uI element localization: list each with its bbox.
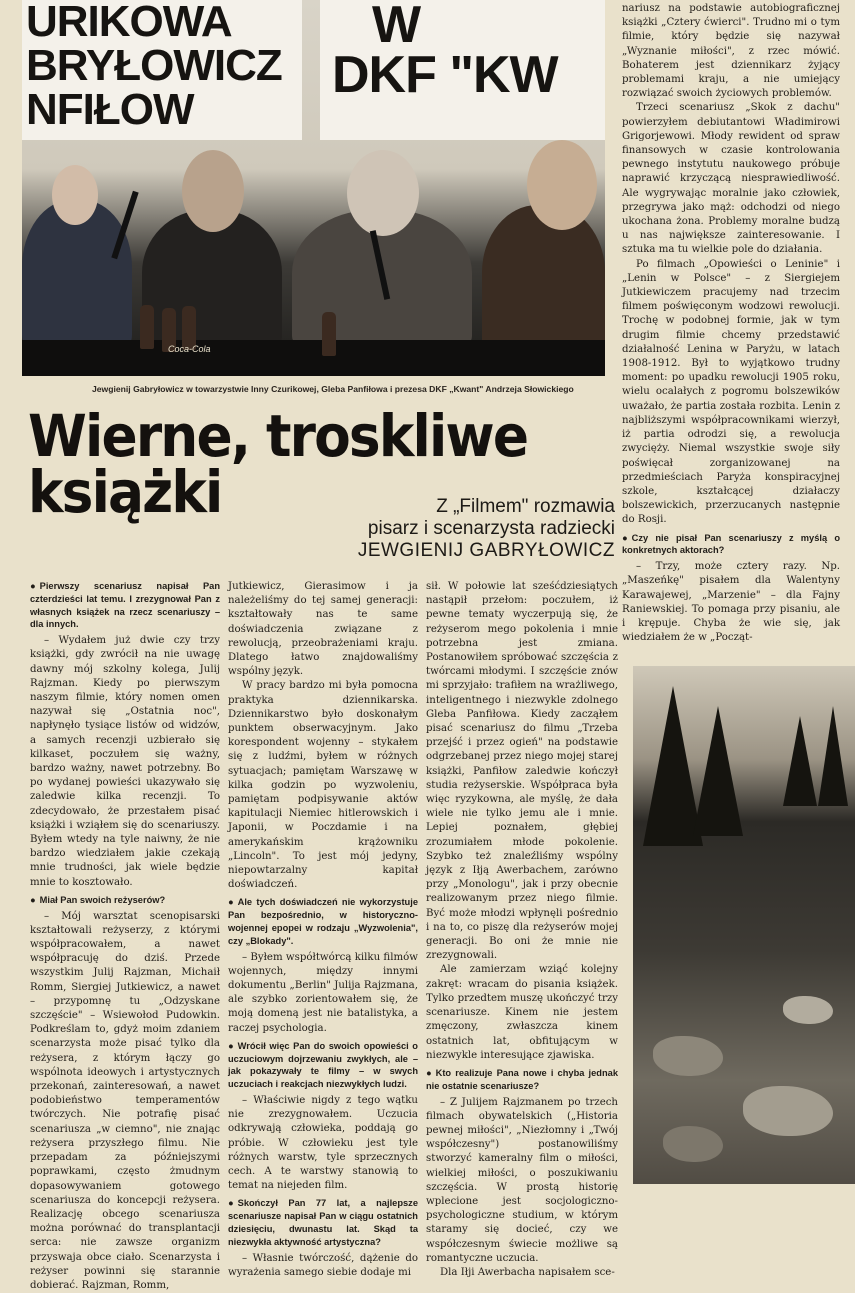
- question-text: Skończył Pan 77 lat, a najlepsze scenariusze napisał Pan w ciągu ostatnich dziesięciu, dwunastu lat. Skąd ta niezwykła aktywność artystyczna?: [228, 1198, 418, 1247]
- tree: [643, 686, 703, 846]
- paragraph: – Trzy, może cztery razy. Np. „Maszeńkę" pisałem dla Walentyny Karawajewej, „Marzenie" – dla Fajny Raniewskiej. To pomaga przy pisaniu, ale i krępuje. Chyba że wie się, jak wiedziałem że w „Począt-: [622, 561, 840, 644]
- interview-question: [228, 1197, 418, 1248]
- bottle-label: Coca-Cola: [168, 344, 211, 354]
- bottle: [322, 312, 336, 356]
- bullet-icon: ●: [30, 581, 36, 591]
- banner-left: [22, 0, 302, 140]
- subtitle-line-1: Z „Filmem" rozmawia: [436, 496, 615, 517]
- paragraph: – Z Julijem Rajzmanem po trzech filmach obywatelskich („Historia pewnej miłości", „Niezłomny i „Twój współczesny") postanowiliśmy stworzyć kameralny film o miłości, wielkiej miłości, o poszukiwaniu szczęścia. W prostą historię wplecione jest socjologiczno-psychologiczne studium, w którym staramy się docieć, czy we współczesnym świecie możliwe są romantyczne uczucia.: [426, 1096, 618, 1264]
- rock: [663, 1126, 723, 1162]
- paragraph: – Byłem współtwórcą kilku filmów wojennych, między innymi dokumentu „Berlin" Julija Rajzmana, ale szybko zorientowałem się, że moją domeną jest nie batalistyka, a raczej psychologia.: [228, 951, 418, 1034]
- column-right-top: [622, 2, 840, 645]
- question-text: Wrócił więc Pan do swoich opowieści o uczuciowym dojrzewaniu zwykłych, ale – jak pokazywały te filmy – w swych uczuciach i reakcjach niezwykłych ludzi.: [228, 1040, 418, 1090]
- banner-left-line: NFIŁOW: [26, 85, 194, 134]
- person-head: [347, 150, 419, 236]
- press-conference-photo: [22, 0, 605, 376]
- person-head: [182, 150, 244, 232]
- bullet-icon: ●: [228, 1198, 234, 1209]
- paragraph: nariusz na podstawie autobiograficznej książki „Cztery ćwierci". Trudno mi o tym filmie, który będzie się nazywał „Wyznanie miłości", z rzec mówić. Bohaterem jest dziennikarz żyjący problemami kraju, a nie umiejący rozwiązać swoich życiowych problemów.: [622, 3, 840, 100]
- title-line-1: Wierne, troskliwe: [28, 402, 528, 470]
- bullet-icon: ●: [30, 894, 36, 905]
- tree: [693, 706, 743, 836]
- interview-question: [30, 894, 220, 907]
- bullet-icon: ●: [426, 1067, 432, 1078]
- person-head: [527, 140, 597, 230]
- tree: [818, 706, 848, 806]
- banner-left-line: URIKOWA: [26, 0, 232, 46]
- landscape-photo: [633, 666, 855, 1184]
- paragraph: Trzeci scenariusz „Skok z dachu" powierzyłem debiutantowi Władimirowi Grigorjewowi. Młody rewident od spraw finansowych w czasie kontrolowania pewnego instytutu naukowego próbuje naprawić krzyczącą niesprawiedliwość. Ale wygrywając moralnie jako człowiek, przegrywa jako mąż: odchodzi od niego ukochana żona. Problemy moralne budzą u nas największe zainteresowanie. I sztuka ma tu wielkie pole do działania.: [622, 102, 840, 256]
- paragraph: W pracy bardzo mi była pomocna praktyka dziennikarska. Dziennikarstwo było doskonałym punktem obserwacyjnym. Jako korespondent wojenny – stykałem się z ludźmi, byłem w różnych sytuacjach; pamiętam Warszawę w kilka godzin po wyzwoleniu, pamiętam podpisywanie aktów kapitulacji Niemiec hitlerowskich i Japonii, w Poczdamie i na amerykańskim krążowniku „Lincoln". To jest mój jedyny, niepowtarzalny kapitał doświadczeń.: [228, 680, 418, 891]
- question-text: Czy nie pisał Pan scenariuszy z myślą o konkretnych aktorach?: [622, 532, 840, 556]
- paragraph: Ale zamierzam wziąć kolejny zakręt: wracam do pisania książek. Tylko przedtem muszę ukończyć trzy scenariusze. Kinem nie jestem zmęczony, zwłaszcza kinem ostatnich lat, obfitującym w niezwykle interesujące zjawiska.: [426, 964, 618, 1061]
- bullet-icon: ●: [228, 897, 234, 908]
- question-text: Miał Pan swoich reżyserów?: [39, 894, 166, 905]
- title-line-2: książki: [28, 458, 222, 526]
- tree: [783, 716, 817, 806]
- paragraph: – Właściwie nigdy z tego wątku nie zrezygnowałem. Uczucia odkrywają człowieka, poddają go próbie. W człowieku jest tyle różnych warstw, tyle sprzecznych cech. A te warstwy stanowią to temat na niejeden film.: [228, 1095, 418, 1192]
- bullet-icon: ●: [228, 1040, 234, 1051]
- question-text: Pierwszy scenariusz napisał Pan czterdzieści lat temu. I zrezygnował Pan z własnych książek na rzecz scenariuszy – dla innych.: [30, 581, 220, 630]
- paragraph: Dla Iłji Awerbacha napisałem sce-: [440, 1266, 615, 1278]
- paragraph: – Własnie twórczość, dążenie do wyrażenia samego siebie dodaje mi: [228, 1252, 418, 1278]
- banner-right-line: W: [372, 0, 421, 54]
- bullet-icon: ●: [622, 532, 628, 543]
- rock: [653, 1036, 723, 1076]
- person-silhouette: [482, 205, 605, 355]
- banner-right-line: DKF "KW: [332, 46, 558, 104]
- paragraph: – Wydałem już dwie czy trzy książki, gdy zwrócił na nie uwagę dawny mój szkolny kolega, Julij Rajzman. Kiedy po pierwszym naszym filmie, który nomen omen nazywał się „Ostatnia noc", napłynęło tysiące listów od widzów, a samych recenzji uzbierało się kilkaset, poczułem się ważny, bardzo ważny, nawet potrzebny. Bo po wydanej powieści ukazywało się zaledwie kilka recenzji. To zdecydowało, że przestałem pisać książki i wziąłem się do scenariuszy. Byłem wtedy na tyle naiwny, że nie bardzo wiedziałem jakie czekają mnie trudności, jak wiele będzie mnie to kosztowało.: [30, 635, 220, 888]
- column-2: [228, 580, 418, 1280]
- rock: [743, 1086, 833, 1136]
- question-text: Ale tych doświadczeń nie wykorzystuje Pan bezpośrednio, w historyczno-wojennej epopei w rodzaju „Wyzwolenia", czy „Blokady".: [228, 897, 418, 946]
- column-3: [426, 580, 618, 1280]
- banner-right: [320, 0, 605, 140]
- interview-question: [30, 580, 220, 631]
- rock: [783, 996, 833, 1024]
- paragraph: sił. W połowie lat sześćdziesiątych nastąpił przełom: poczułem, iż pewne tematy wyczerpują się, że reżyserom mego pokolenia i mnie potrzebna jest zmiana. Postanowiłem spróbować szczęścia z twórcami młodymi. I szczęście znów mi sprzyjało: trafiłem na wrażliwego, inteligentnego i niezwykle zdolnego Gleba Panfiłowa. Kiedy zacząłem pisać scenariusz do filmu „Trzeba przejść i przez ogień" na podstawie odgrzebanej przez niego mojej starej książki, Panfiłow zaledwie kończył studia reżyserskie. Współpraca była więc ryzykowna, ale myślę, że dała wiele nie tylko jemu ale i mnie. Lepiej poznałem, głębiej zrozumiałem młode pokolenie. Szybko też znaleźliśmy wspólny język z Iłją Awerbachem, zarówno przy „Monologu", jak i przy obecnie realizowanym przez niego filmie. Być może młodzi wpłynęli pośrednio i na to, co piszę dla reżyserów mojej generacji. Bo oni że mnie nie zrezygnowali.: [426, 581, 618, 962]
- paragraph: – Mój warsztat scenopisarski kształtowali reżyserzy, z którymi współpracowałem, a nawet współpracuję do dziś. Przede wszystkim Julij Rajzman, Michaił Romm, Siergiej Jutkiewicz, a nawet – przypomnę tu „Odzyskane szczęście" – Wsiewołod Pudowkin. Podkreślam to, gdyż moim zdaniem scenarzysta może pisać tylko dla reżysera, z którym łączy go wspólnota ideowych i artystycznych przekonań, zainteresowań, a nawet podobieństwo temperamentów twórczych. Nie potrafię pisać scenariusza „w ciemno", nie znając reżysera przyszłego filmu. Nie przepadam za późniejszymi poprawkami, często żmudnym dopasowywaniem gotowego scenariusza do koncepcji reżysera. Realizację obcego scenariusza można porównać do transplantacji serca: nie zawsze organizm przyswaja obce ciało. Scenarzysta i reżyser powinni się starannie dobierać. Rajzman, Romm,: [30, 910, 220, 1291]
- interviewee-name: JEWGIENIJ GABRYŁOWICZ: [357, 540, 615, 561]
- banner-left-line: BRYŁOWICZ: [26, 41, 282, 90]
- paragraph: Jutkiewicz, Gierasimow i ja należeliśmy do tej samej generacji: kształtowały nas te same doświadczenia związane z rewolucją, przeobrażeniami kraju. Dlatego łatwo znajdowaliśmy wspólny język.: [228, 581, 418, 678]
- article-subtitle: [330, 496, 615, 562]
- interview-question: [228, 896, 418, 947]
- photo-caption: Jewgienij Gabryłowicz w towarzystwie Inny Czurikowej, Gleba Panfiłowa i prezesa DKF „Kwant" Andrzeja Słowickiego: [92, 384, 574, 394]
- paragraph: Po filmach „Opowieści o Leninie" i „Lenin w Polsce" – z Siergiejem Jutkiewiczem pracujemy nad trzecim filmem poświęconym wodzowi rewolucji. Trochę w podobnej formie, jak w tym drugim filmie chcemy przedstawić działalność Lenina w Paryżu, w latach 1908-1912. Był to wyjątkowo trudny moment: po upadku rewolucji 1905 roku, wielu ocalałych z pogromu bolszewików uważało, że partia została rozbita. Lenin z najbliższymi współpracownikami wierzył, iż partia odrodzi się, a rewolucja zwycięży. Niemal wszystkie swoje siły poświęcał zorganizowanej na przedmieściach Paryża konspiracyjnej szkole, kształcącej działaczy bolszewickich, przerzucanych następnie do Rosji.: [622, 258, 840, 526]
- table: [22, 340, 605, 376]
- person-head: [52, 165, 98, 225]
- subtitle-line-2: pisarz i scenarzysta radziecki: [367, 518, 615, 539]
- interview-question: [426, 1067, 618, 1093]
- interview-question: [622, 532, 840, 558]
- bottle: [140, 305, 154, 349]
- question-text: Kto realizuje Pana nowe i chyba jednak nie ostatnie scenariusze?: [426, 1067, 618, 1091]
- interview-question: [228, 1040, 418, 1091]
- column-1: [30, 580, 220, 1293]
